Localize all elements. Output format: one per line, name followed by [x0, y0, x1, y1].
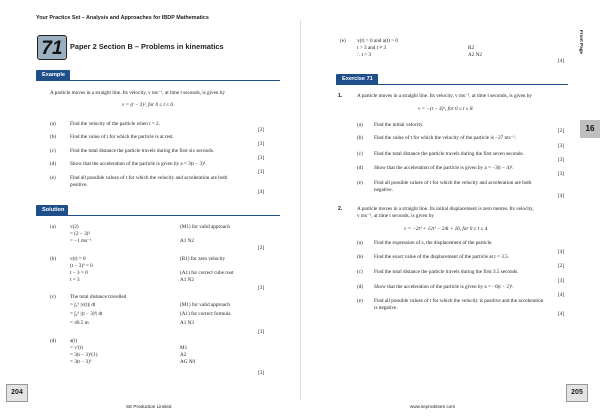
solution-note: A1 N2 — [180, 238, 194, 244]
solution-line: v(2) — [70, 224, 79, 230]
page-gutter — [300, 20, 301, 400]
solution-note: AG N0 — [180, 359, 196, 365]
question-part-letter: (a) — [357, 122, 363, 128]
solution-note: (M1) for valid approach — [180, 224, 230, 230]
question-part-text: Find the expression of s, the displacement of the particle. — [374, 240, 493, 246]
question-part-marks: [4] — [558, 193, 565, 199]
running-header: Your Practice Set – Analysis and Approaches for IBDP Mathematics — [36, 15, 209, 21]
solution-line: = (2 − 3)³ — [70, 231, 90, 237]
solution-note: (R1) for zero velocity — [180, 256, 226, 262]
question-part-letter: (e) — [357, 298, 363, 304]
question-part-marks: [3] — [558, 278, 565, 284]
chapter-number: 71 — [41, 38, 63, 59]
question-part-letter: (c) — [357, 151, 363, 157]
example-rule — [36, 80, 280, 81]
solution-line: = v′(t) — [70, 345, 83, 351]
example-part-text: positive. — [70, 182, 88, 188]
solution-marks: [3] — [258, 285, 265, 291]
question-part-text: is negative. — [374, 305, 398, 311]
question-part-text: Find the total distance the particle travels during the first 3.5 seconds. — [374, 269, 519, 275]
solution-line: v(t) = 0 — [70, 256, 86, 262]
question-part-marks: [4] — [558, 311, 565, 317]
example-part-letter: (c) — [50, 148, 56, 154]
solution-line: The total distance travelled — [70, 294, 127, 300]
example-label: Example — [36, 70, 70, 81]
solution-line: t > 3 and t ≠ 3 — [357, 45, 387, 51]
question-part-text: Find all possible values of t for which the velocity and acceleration are both — [374, 180, 532, 186]
solution-letter: (a) — [50, 224, 56, 230]
solution-letter: (d) — [50, 338, 57, 344]
question-intro: v ms⁻¹, at time t seconds, is given by — [357, 213, 434, 219]
solution-note: M1 — [180, 345, 188, 351]
solution-line: = 40.5 m — [70, 320, 89, 326]
solution-marks: [2] — [258, 245, 265, 251]
solution-marks: [4] — [558, 58, 565, 64]
example-part-marks: [3] — [258, 155, 265, 161]
exercise-rule — [336, 84, 568, 85]
question-part-marks: [4] — [558, 292, 565, 298]
solution-letter: (e) — [340, 38, 346, 44]
question-part-letter: (c) — [357, 269, 363, 275]
question-formula: v = −2t³ + 12t² − 24t + 16, for 0 ≤ t ≤ 4. — [404, 226, 489, 232]
solution-note: (A1) for correct formula — [180, 311, 231, 317]
solution-note: A1 N2 — [180, 277, 194, 283]
solution-line: = 3(t − 3)²(1) — [70, 352, 98, 358]
question-part-letter: (d) — [357, 165, 364, 171]
question-part-text: Find the value of t for which the velocity of the particle is −27 ms⁻¹. — [374, 135, 517, 141]
question-part-marks: [3] — [558, 143, 565, 149]
solution-line: v(t) > 0 and a(t) > 0 — [357, 38, 398, 44]
chapter-number-box — [37, 35, 67, 60]
question-part-text: Find the total distance the particle travels during the first seven seconds. — [374, 151, 524, 157]
solution-line: t = 3 — [70, 277, 80, 283]
example-part-marks: [2] — [258, 127, 265, 133]
left-footer-text: SE Production Limited — [126, 404, 172, 409]
solution-marks: [3] — [258, 370, 265, 376]
solution-rule — [36, 215, 280, 216]
right-footer-text: www.seprodstore.com — [410, 404, 456, 409]
question-part-letter: (e) — [357, 180, 363, 186]
chapter-title: Paper 2 Section B – Problems in kinematics — [70, 42, 224, 51]
solution-line: ∴ t > 3 — [357, 52, 372, 58]
solution-marks: [3] — [258, 329, 265, 335]
example-part-letter: (d) — [50, 161, 57, 167]
solution-line: = 3(t − 3)² — [70, 359, 92, 365]
question-part-marks: [4] — [558, 249, 565, 255]
question-part-marks: [2] — [558, 263, 565, 269]
solution-note: A1 N3 — [180, 320, 194, 326]
example-part-text: Find the velocity of the particle when t = 2. — [70, 121, 160, 127]
example-part-marks: [3] — [258, 141, 265, 147]
question-number: 1. — [338, 93, 343, 99]
side-label: Front Page — [579, 30, 584, 54]
question-part-text: Find the exact value of the displacement of the particle at t = 3.5. — [374, 254, 510, 260]
question-part-text: Show that the acceleration of the particle is given by a = −6(t − 2)². — [374, 284, 514, 290]
example-part-marks: [3] — [258, 169, 265, 175]
example-part-text: Find the value of t for which the particle is at rest. — [70, 134, 174, 140]
example-part-marks: [4] — [258, 189, 265, 195]
solution-note: R2 — [468, 45, 475, 51]
exercise-label: Exercise 71 — [336, 74, 378, 85]
chapter-side-tab: 16 — [580, 120, 600, 138]
example-part-text: Show that the acceleration of the particle is given by a = 3(t − 3)². — [70, 161, 207, 167]
example-part-letter: (b) — [50, 134, 57, 140]
solution-line: = ∫₀⁶ |(t − 3)³| dt — [70, 311, 103, 317]
question-part-letter: (b) — [357, 254, 364, 260]
example-part-letter: (a) — [50, 121, 56, 127]
solution-line: a(t) — [70, 338, 78, 344]
solution-note: A2 — [180, 352, 187, 358]
question-part-text: Find all possible values of t for which the velocity is positive and the acceleration — [374, 298, 544, 304]
solution-note: A2 N2 — [468, 52, 482, 58]
solution-letter: (b) — [50, 256, 57, 262]
solution-note: (A1) for correct cube root — [180, 270, 234, 276]
question-part-letter: (a) — [357, 240, 363, 246]
solution-line: = ∫₀⁶ |v(t)| dt — [70, 302, 96, 308]
example-formula: v = (t − 3)², for 0 ≤ t ≤ 6. — [122, 102, 175, 108]
question-part-letter: (b) — [357, 135, 364, 141]
question-intro: A particle moves in a straight line. Its initial displacement is zero metres. Its velocity, — [357, 206, 534, 212]
solution-note: (M1) for valid approach — [180, 302, 230, 308]
question-number: 2. — [338, 206, 343, 212]
question-part-marks: [2] — [558, 128, 565, 134]
question-part-marks: [3] — [558, 171, 565, 177]
left-page-number: 204 — [6, 384, 28, 402]
solution-line: = −1 ms⁻¹ — [70, 238, 92, 244]
example-part-letter: (e) — [50, 175, 56, 181]
example-intro: A particle moves in a straight line. Its velocity, v ms⁻¹, at time t seconds, is given by — [50, 90, 225, 96]
question-formula: v = −(t − 4)², for 0 ≤ t ≤ 8. — [418, 106, 474, 112]
solution-line: (t − 3)³ = 0 — [70, 263, 93, 269]
question-part-letter: (d) — [357, 284, 364, 290]
question-part-marks: [3] — [558, 157, 565, 163]
example-part-text: Find the total distance the particle travels during the first six seconds. — [70, 148, 215, 154]
question-part-text: negative. — [374, 187, 393, 193]
solution-line: t − 3 = 0 — [70, 270, 88, 276]
question-intro: A particle moves in a straight line. Its velocity, v ms⁻¹, at time t seconds, is given by — [357, 93, 532, 99]
example-part-text: Find all possible values of t for which the velocity and acceleration are both — [70, 175, 228, 181]
question-part-text: Find the initial velocity. — [374, 122, 424, 128]
question-part-text: Show that the acceleration of the particle is given by a = −3(t − 4)². — [374, 165, 514, 171]
solution-letter: (c) — [50, 294, 56, 300]
solution-label: Solution — [36, 205, 68, 216]
right-page-number: 205 — [566, 384, 588, 402]
